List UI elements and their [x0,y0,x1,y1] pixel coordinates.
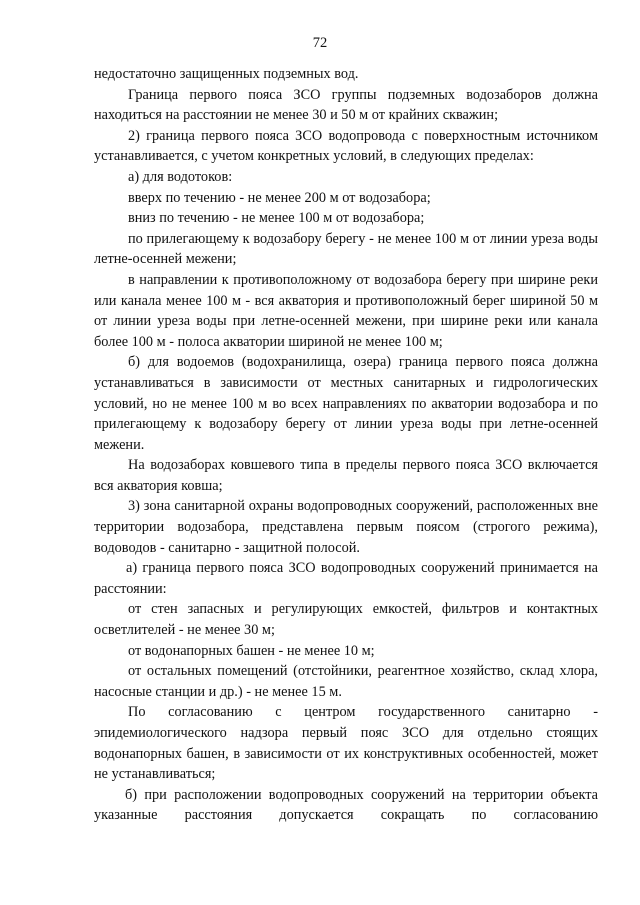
paragraph-subitem-b-reduction: б) при расположении водопроводных сооружений на территории объекта указанные расстояния допускается сокращать по согласованию [94,786,598,824]
paragraph-item-3-waterworks: 3) зона санитарной охраны водопроводных сооружений, расположенных вне территории водозабора, представлена первым поясом (строгого режима), водоводов - санитарно - защитной полосой. [94,498,598,556]
paragraph-subitem-b-reservoirs: б) для водоемов (водохранилища, озера) граница первого пояса должна устанавливаться в зависимости от местных санитарных и гидрологических условий, но не менее 100 м во всех направлениях по акватории водозабора и по прилегающему к водозабору берегу от линии уреза воды при летне-осенней межени. [94,354,598,453]
paragraph-downstream: вниз по течению - не менее 100 м от водозабора; [128,210,425,227]
paragraph-subitem-a-watercourses: а) для водотоков: [128,168,233,185]
paragraph-subitem-a-first-belt: а) граница первого пояса ЗСО водопроводных сооружений принимается на расстоянии: [94,560,598,597]
paragraph-sanitary-agreement: По согласованию с центром государственного санитарно - эпидемиологического надзора первый пояс ЗСО для отдельно стоящих водонапорных башен, в зависимости от их конструктивных особенностей, может не устанавливаться; [94,704,598,783]
paragraph-continuation: недостаточно защищенных подземных вод. [94,66,359,82]
paragraph-item-2-surface-source: 2) граница первого пояса ЗСО водопровода с поверхностным источником устанавливается, с учетом конкретных условий, в следующих пределах: [94,127,598,165]
paragraph-other-premises: от остальных помещений (отстойники, реагентное хозяйство, склад хлора, насосные станции и др.) - не менее 15 м. [94,663,598,700]
paragraph-adjacent-bank: по прилегающему к водозабору берегу - не менее 100 м от линии уреза воды летне-осенней межени; [94,230,598,268]
paragraph-water-towers: от водонапорных башен - не менее 10 м; [128,642,375,659]
paragraph-upstream: вверх по течению - не менее 200 м от водозабора; [128,189,431,206]
paragraph-bucket-intakes: На водозаборах ковшевого типа в пределы первого пояса ЗСО включается вся акватория ковша; [94,457,598,494]
paragraph-tanks-filters: от стен запасных и регулирующих емкостей, фильтров и контактных осветлителей - не менее 30 м; [94,601,598,639]
page-number: 72 [312,35,328,51]
paragraph-opposite-bank: в направлении к противоположному от водозабора берегу при ширине реки или канала менее 100 м - вся акватория и противоположный берег шириной 50 м от линии уреза воды при летне-осенней межени, при ширине реки или канала более 100 м - полоса акватории шириной не менее 100 м; [94,271,598,350]
paragraph-first-belt-groundwater: Граница первого пояса ЗСО группы подземных водозаборов должна находиться на расстоянии не менее 30 и 50 м от крайних скважин; [94,86,598,124]
document-body [94,64,598,826]
